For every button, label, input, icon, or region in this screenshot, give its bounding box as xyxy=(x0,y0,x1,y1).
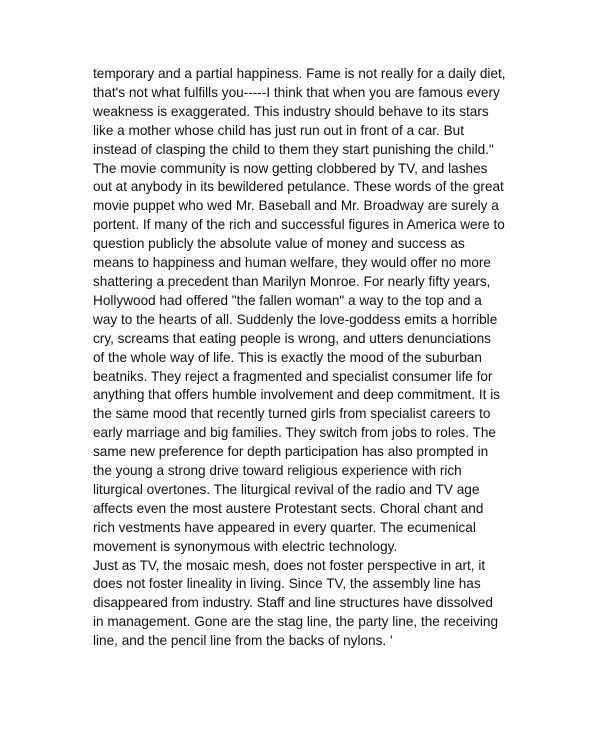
text-line: the young a strong drive toward religious experience with rich xyxy=(93,463,462,479)
text-line: Just as TV, the mosaic mesh, does not foster perspective in art, it xyxy=(93,557,486,573)
body-text xyxy=(93,65,525,651)
text-line: weakness is exaggerated. This industry should behave to its stars xyxy=(93,103,489,119)
text-line: the same mood that recently turned girls from specialist careers to xyxy=(93,406,491,422)
text-line: cry, screams that eating people is wrong, and utters denunciations xyxy=(93,330,491,346)
text-line: anything that offers humble involvement and deep commitment. It is xyxy=(93,387,501,403)
text-line: instead of clasping the child to them they start punishing the child." xyxy=(93,141,494,157)
text-line: line, and the pencil line from the backs of nylons. ' xyxy=(93,633,393,649)
text-line: early marriage and big families. They switch from jobs to roles. The xyxy=(93,425,496,441)
text-line: affects even the most austere Protestant sects. Choral chant and xyxy=(93,500,484,516)
text-line: question publicly the absolute value of money and success as xyxy=(93,236,465,252)
text-line: beatniks. They reject a fragmented and specialist consumer life for xyxy=(93,368,493,384)
text-line: movie puppet who wed Mr. Baseball and Mr. Broadway are surely a xyxy=(93,198,499,214)
paragraph xyxy=(93,557,525,652)
text-line: that's not what fulfills you-----I think that when you are famous every xyxy=(93,84,500,100)
text-line: in management. Gone are the stag line, the party line, the receiving xyxy=(93,614,499,630)
text-line: same new preference for depth participation has also prompted in xyxy=(93,444,489,460)
text-line: disappeared from industry. Staff and line structures have dissolved xyxy=(93,595,493,611)
paragraph xyxy=(93,65,525,557)
text-line: portent. If many of the rich and successful figures in America were to xyxy=(93,217,505,233)
text-line: movement is synonymous with electric technology. xyxy=(93,538,398,554)
text-line: rich vestments have appeared in every quarter. The ecumenical xyxy=(93,519,476,535)
text-line: Hollywood had offered "the fallen woman" a way to the top and a xyxy=(93,292,482,308)
text-line: liturgical overtones. The liturgical revival of the radio and TV age xyxy=(93,481,480,497)
text-line: means to happiness and human welfare, they would offer no more xyxy=(93,255,491,271)
text-line: out at anybody in its bewildered petulance. These words of the great xyxy=(93,179,504,195)
text-line: temporary and a partial happiness. Fame is not really for a daily diet, xyxy=(93,66,506,81)
text-line: The movie community is now getting clobbered by TV, and lashes xyxy=(93,160,488,176)
text-line: of the whole way of life. This is exactly the mood of the suburban xyxy=(93,349,482,365)
text-line: does not foster lineality in living. Since TV, the assembly line has xyxy=(93,576,481,592)
text-line: way to the hearts of all. Suddenly the love-goddess emits a horrible xyxy=(93,311,498,327)
text-line: shattering a precedent than Marilyn Monroe. For nearly fifty years, xyxy=(93,273,491,289)
text-line: like a mother whose child has just run out in front of a car. But xyxy=(93,122,465,138)
